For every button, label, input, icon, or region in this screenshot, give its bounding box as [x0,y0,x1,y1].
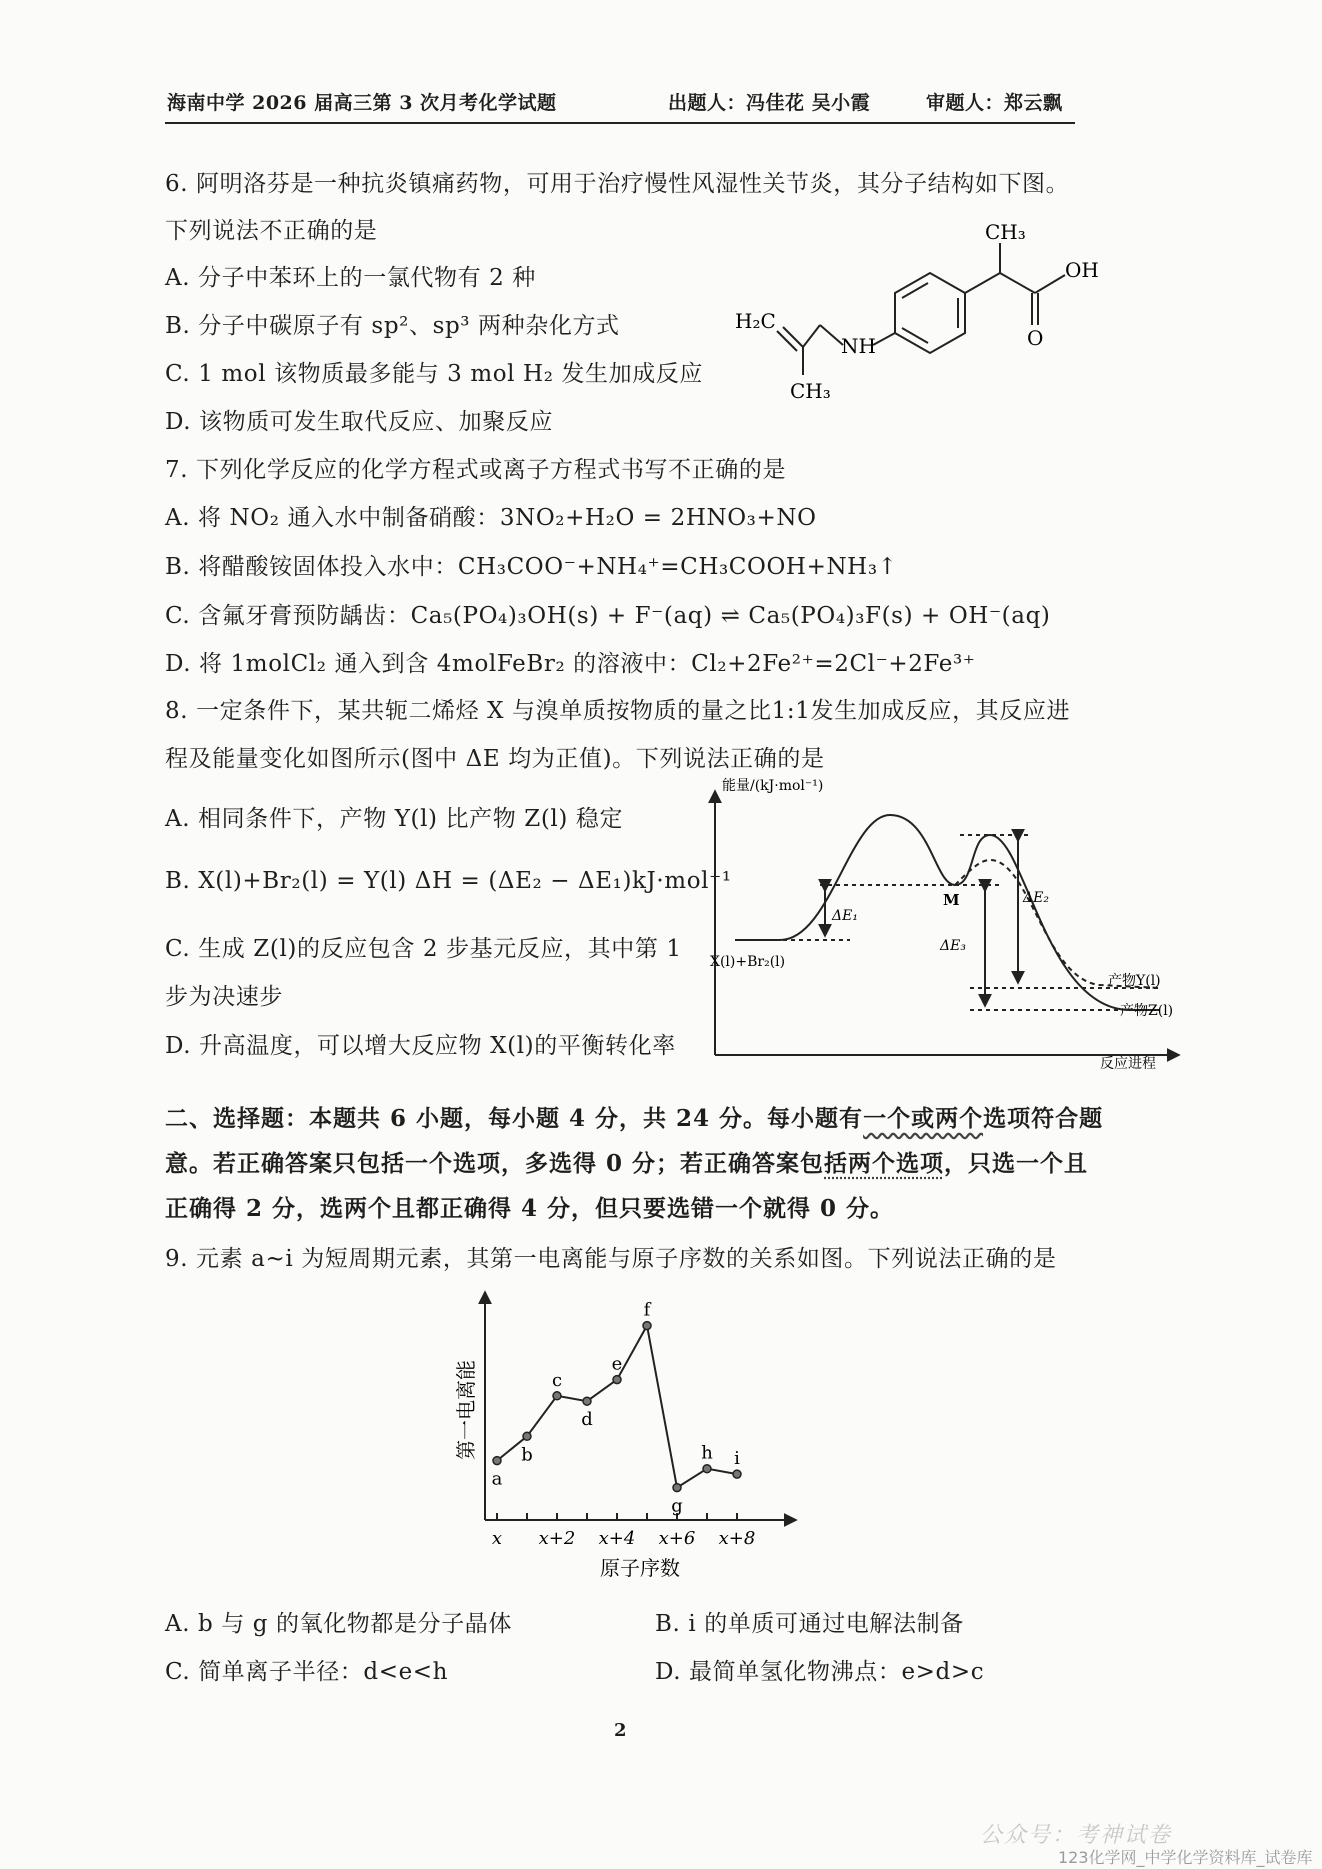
energy-ylabel: 能量/(kJ·mol⁻¹) [722,778,824,794]
product-y-label: 产物Y(l) [1108,973,1161,989]
reactant-label: X(l)+Br₂(l) [710,954,786,970]
point-label-d: d [581,1409,593,1431]
q7-option-d: D. 将 1molCl₂ 通入到含 4molFeBr₂ 的溶液中：Cl₂+2Fe²⁺=2Cl⁻+2Fe³⁺ [165,651,976,677]
q8-stem-line1: 8. 一定条件下，某共轭二烯烃 X 与溴单质按物质的量之比1:1发生加成反应，其反应进 [165,698,1071,724]
setters: 出题人：冯佳花 吴小霞 [668,92,871,114]
section2-line2: 意。若正确答案只包括一个选项，多选得 0 分；若正确答案包括两个选项，只选一个且 [165,1150,1089,1177]
data-point-a [493,1457,501,1465]
q9-option-b: B. i 的单质可通过电解法制备 [655,1611,964,1637]
data-point-b [523,1432,531,1440]
reviewer: 审题人：郑云飘 [926,92,1063,114]
data-point-h [703,1465,711,1473]
product-z-label: 产物Z(l) [1120,1003,1174,1019]
exam-title: 海南中学 2026 届高三第 3 次月考化学试题 [167,92,557,114]
q8-energy-diagram [700,770,1190,1070]
q6-option-c: C. 1 mol 该物质最多能与 3 mol H₂ 发生加成反应 [165,361,704,387]
label-oh: OH [1065,258,1099,282]
de3-label: ΔE₃ [940,938,966,954]
point-label-i: i [734,1448,740,1470]
label-ch3-bottom: CH₃ [790,379,831,403]
data-point-i [733,1470,741,1478]
q7-option-b: B. 将醋酸铵固体投入水中：CH₃COO⁻+NH₄⁺=CH₃COOH+NH₃↑ [165,554,898,580]
benzene-ring [895,273,965,353]
data-point-d [583,1397,591,1405]
q8-stem-line2: 程及能量变化如图所示(图中 ΔE 均为正值)。下列说法正确的是 [165,746,825,772]
q8-option-c-cont: 步为决速步 [165,984,283,1010]
point-label-h: h [701,1442,713,1464]
q6-option-d: D. 该物质可发生取代反应、加聚反应 [165,409,554,435]
energy-xlabel: 反应进程 [1100,1056,1156,1070]
de2-label: ΔE₂ [1023,890,1049,906]
data-point-f [643,1322,651,1330]
q7-stem: 7. 下列化学反应的化学方程式或离子方程式书写不正确的是 [165,457,787,483]
tick-label: x [491,1528,503,1549]
q7-option-c: C. 含氟牙膏预防龋齿：Ca₅(PO₄)₃OH(s) + F⁻(aq) ⇌ Ca₅(PO₄)₃F(s) + OH⁻(aq) [165,603,1051,629]
data-point-g [673,1484,681,1492]
q9-stem: 9. 元素 a~i 为短周期元素，其第一电离能与原子序数的关系如图。下列说法正确的是 [165,1246,1057,1272]
footer-credit: 123化学网_中学化学资料库_试卷库 [1058,1848,1313,1867]
q8-option-c: C. 生成 Z(l)的反应包含 2 步基元反应，其中第 1 [165,936,682,962]
intermediate-label: M [943,891,960,909]
chart-ylabel: 第一电离能 [454,1360,478,1460]
q6-option-b: B. 分子中碳原子有 sp²、sp³ 两种杂化方式 [165,313,620,339]
tick-label: x+4 [598,1528,636,1549]
point-label-e: e [611,1353,623,1375]
point-label-a: a [491,1468,503,1490]
point-label-c: c [551,1369,563,1391]
q6-stem-line2: 下列说法不正确的是 [165,218,378,244]
point-label-f: f [643,1299,651,1321]
tick-label: x+6 [658,1528,696,1549]
q9-ionization-chart [440,1285,820,1585]
point-label-g: g [671,1495,683,1517]
q8-option-a: A. 相同条件下，产物 Y(l) 比产物 Z(l) 稳定 [165,806,624,832]
q9-option-a: A. b 与 g 的氧化物都是分子晶体 [165,1611,513,1637]
label-nh: NH [841,334,876,358]
header-rule [165,122,1075,124]
data-points [493,1322,741,1492]
de1-label: ΔE₁ [832,908,858,924]
point-label-b: b [521,1444,533,1466]
q8-option-d: D. 升高温度，可以增大反应物 X(l)的平衡转化率 [165,1033,676,1059]
page-number: 2 [614,1720,627,1741]
data-point-e [613,1376,621,1384]
point-labels [492,1300,740,1517]
data-point-c [553,1392,561,1400]
tick-label: x+8 [718,1528,756,1549]
q9-option-c: C. 简单离子半径：d<e<h [165,1659,449,1685]
label-h2c: H₂C [735,309,776,333]
section2-line1: 二、选择题：本题共 6 小题，每小题 4 分，共 24 分。每小题有一个或两个选项符合题 [165,1105,1104,1132]
x-ticks [497,1513,737,1520]
label-ch3-top: CH₃ [985,220,1026,244]
q7-option-a: A. 将 NO₂ 通入水中制备硝酸：3NO₂+H₂O = 2HNO₃+NO [165,505,817,531]
q8-option-b: B. X(l)+Br₂(l) = Y(l) ΔH = (ΔE₂ − ΔE₁)kJ·mol⁻¹ [165,868,732,894]
section2-line3: 正确得 2 分，选两个且都正确得 4 分，但只要选错一个就得 0 分。 [165,1195,895,1222]
chart-xlabel: 原子序数 [600,1556,680,1580]
q6-option-a: A. 分子中苯环上的一氯代物有 2 种 [165,265,536,291]
path-to-z [735,815,1160,1010]
tick-labels [492,1528,755,1549]
tick-label: x+2 [538,1528,576,1549]
q9-option-d: D. 最简单氢化物沸点：e>d>c [655,1659,985,1685]
watermark: 公众号：考神试卷 [980,1823,1173,1848]
q6-stem-line1: 6. 阿明洛芬是一种抗炎镇痛药物，可用于治疗慢性风湿性关节炎，其分子结构如下图。 [165,171,1070,197]
label-o: O [1027,326,1044,350]
q6-molecule-structure [735,215,1115,415]
